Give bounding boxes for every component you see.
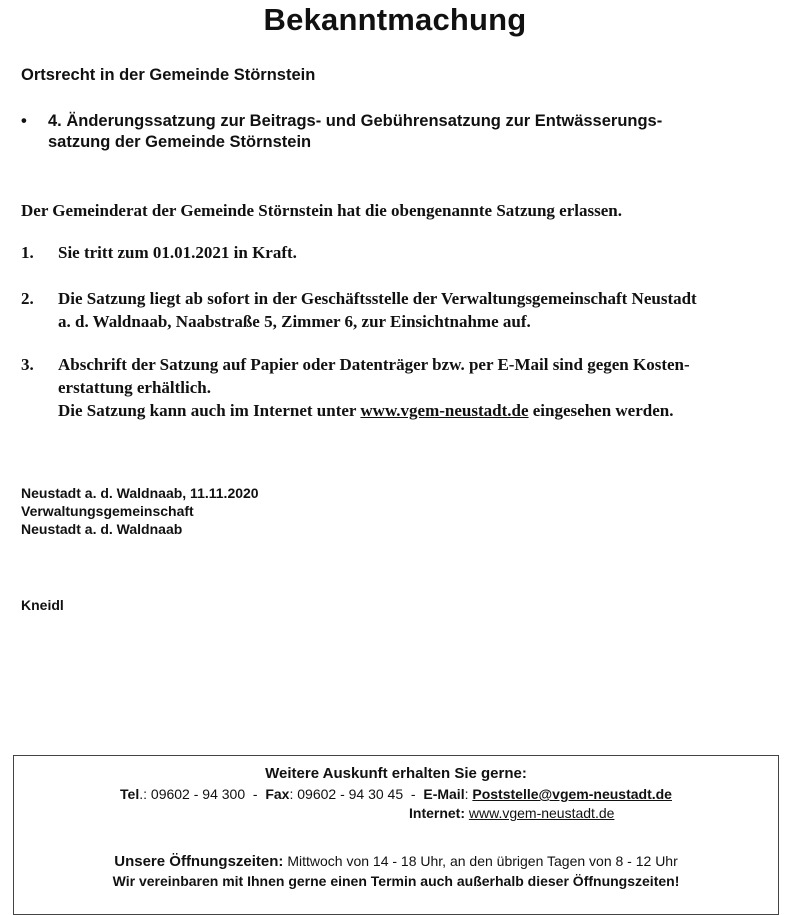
tel-sep: .:	[139, 786, 151, 802]
item-line: erstattung erhältlich.	[58, 378, 211, 397]
internet-link[interactable]: www.vgem-neustadt.de	[468, 805, 615, 821]
website-link[interactable]: www.vgem-neustadt.de	[360, 401, 529, 420]
hours-line	[14, 853, 778, 870]
item-number: 2.	[21, 289, 34, 308]
info-box	[13, 755, 779, 915]
signature-name: Kneidl	[21, 597, 64, 613]
bullet-text	[48, 111, 758, 153]
email-sep: :	[464, 786, 473, 802]
internet-line	[409, 805, 614, 821]
org-line: Verwaltungsgemeinschaft	[21, 503, 194, 519]
fax-label: Fax	[265, 786, 290, 802]
email-link[interactable]: Poststelle@vgem-neustadt.de	[472, 786, 672, 802]
item-line	[58, 399, 766, 422]
place-date: Neustadt a. d. Waldnaab, 11.11.2020	[21, 485, 259, 501]
separator: -	[245, 786, 266, 802]
page-title: Bekanntmachung	[263, 2, 527, 37]
intro-paragraph: Der Gemeinderat der Gemeinde Störnstein hat die obengenannte Satzung erlassen.	[21, 201, 622, 220]
link-suffix: eingesehen werden.	[528, 401, 674, 420]
link-prefix: Die Satzung kann auch im Internet unter	[58, 401, 361, 420]
item-body	[58, 353, 766, 422]
item-body	[58, 287, 766, 333]
item-number: 1.	[21, 243, 34, 262]
item-line: Die Satzung liegt ab sofort in der Geschäftsstelle der Verwaltungsgemeinschaft Neustadt	[58, 289, 697, 308]
info-heading: Weitere Auskunft erhalten Sie gerne:	[265, 765, 527, 782]
item-line: Sie tritt zum 01.01.2021 in Kraft.	[58, 243, 297, 262]
bullet-icon: •	[21, 112, 27, 130]
bullet-line: satzung der Gemeinde Störnstein	[48, 133, 312, 151]
subtitle: Ortsrecht in der Gemeinde Störnstein	[21, 66, 316, 84]
item-number: 3.	[21, 355, 34, 374]
separator: -	[403, 786, 424, 802]
org-line: Neustadt a. d. Waldnaab	[21, 521, 183, 537]
tel-label: Tel	[120, 786, 140, 802]
internet-label: Internet:	[409, 805, 465, 821]
hours-text: Mittwoch von 14 - 18 Uhr, an den übrigen Tagen von 8 - 12 Uhr	[283, 853, 678, 869]
item-body	[58, 241, 766, 264]
tel-number[interactable]: 09602 - 94 300	[150, 786, 246, 802]
item-line: Abschrift der Satzung auf Papier oder Datenträger bzw. per E-Mail sind gegen Kosten-	[58, 355, 690, 374]
bullet-line: 4. Änderungssatzung zur Beitrags- und Gebührensatzung zur Entwässerungs-	[48, 112, 663, 130]
contact-line	[14, 786, 778, 802]
item-line: a. d. Waldnaab, Naabstraße 5, Zimmer 6, zur Einsichtnahme auf.	[58, 312, 531, 331]
fax-number: : 09602 - 94 30 45	[289, 786, 404, 802]
email-label: E-Mail	[423, 786, 465, 802]
appointment-note: Wir vereinbaren mit Ihnen gerne einen Termin auch außerhalb dieser Öffnungszeiten!	[112, 873, 680, 889]
hours-label: Unsere Öffnungszeiten:	[114, 853, 284, 870]
